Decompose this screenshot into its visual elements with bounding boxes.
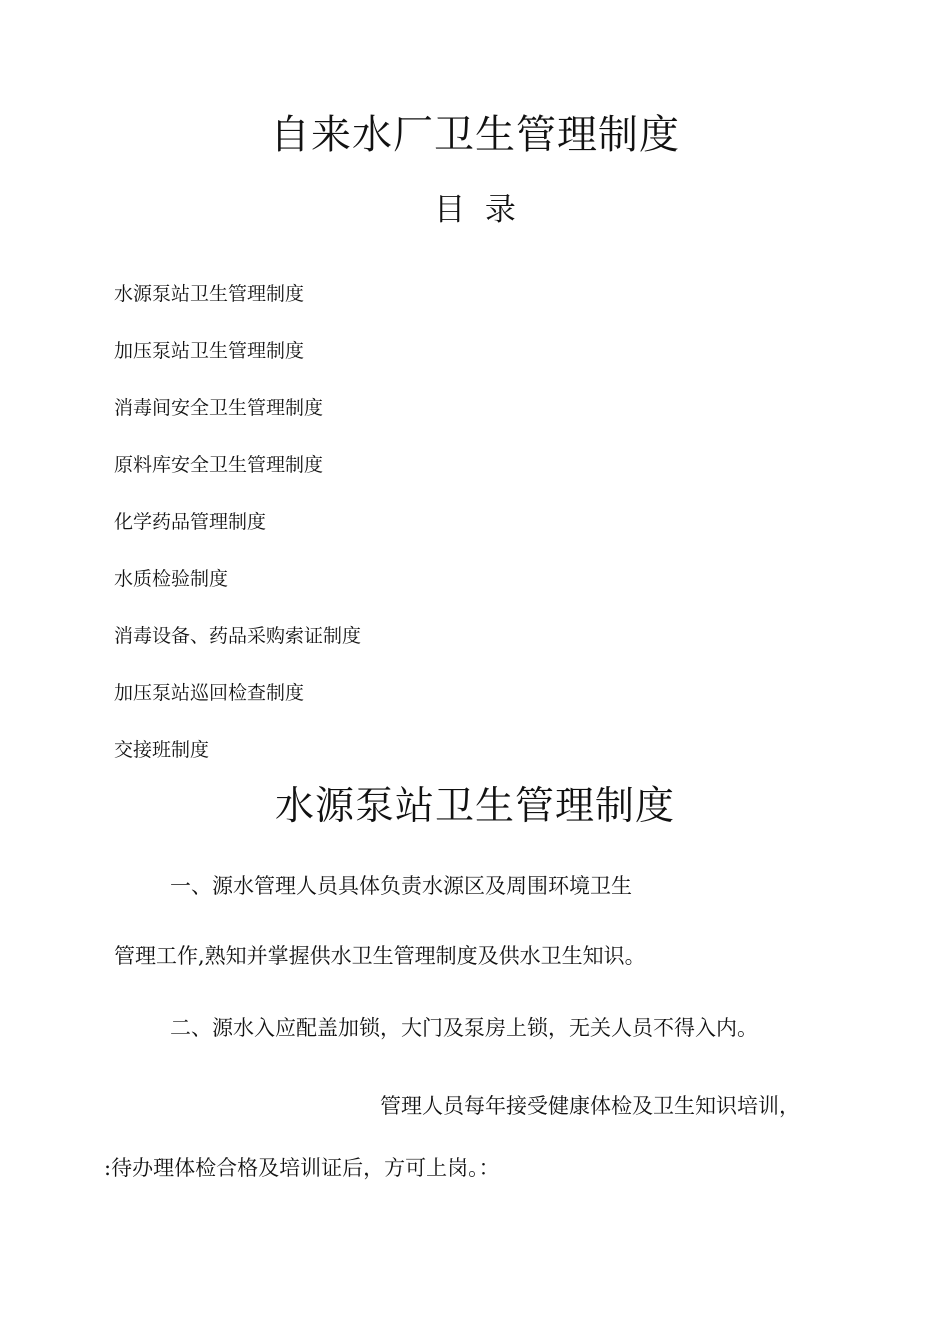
paragraph: 管理人员每年接受健康体检及卫生知识培训， [380,1094,800,1118]
toc-heading: 目 录 [434,192,516,228]
toc-item[interactable]: 化学药品管理制度 [114,511,267,533]
toc-item[interactable]: 加压泵站巡回检查制度 [114,682,305,704]
paragraph: 二、源水入应配盖加锁，大门及泵房上锁，无关人员不得入内。 [170,1016,758,1040]
toc-item[interactable]: 交接班制度 [114,739,210,761]
document-title: 自来水厂卫生管理制度 [270,112,680,158]
section-title: 水源泵站卫生管理制度 [274,784,675,829]
toc-item[interactable]: 水源泵站卫生管理制度 [114,283,305,305]
paragraph: 管理工作,熟知并掌握供水卫生管理制度及供水卫生知识。 [114,944,646,968]
toc-item[interactable]: 加压泵站卫生管理制度 [114,340,305,362]
toc-item[interactable]: 消毒间安全卫生管理制度 [114,397,324,419]
paragraph: :待办理体检合格及培训证后，方可上岗。： [104,1156,500,1180]
toc-item[interactable]: 原料库安全卫生管理制度 [114,454,324,476]
paragraph: 一、源水管理人员具体负责水源区及周围环境卫生 [170,874,632,898]
toc-item[interactable]: 水质检验制度 [114,568,229,590]
toc-item[interactable]: 消毒设备、药品采购索证制度 [114,625,362,647]
